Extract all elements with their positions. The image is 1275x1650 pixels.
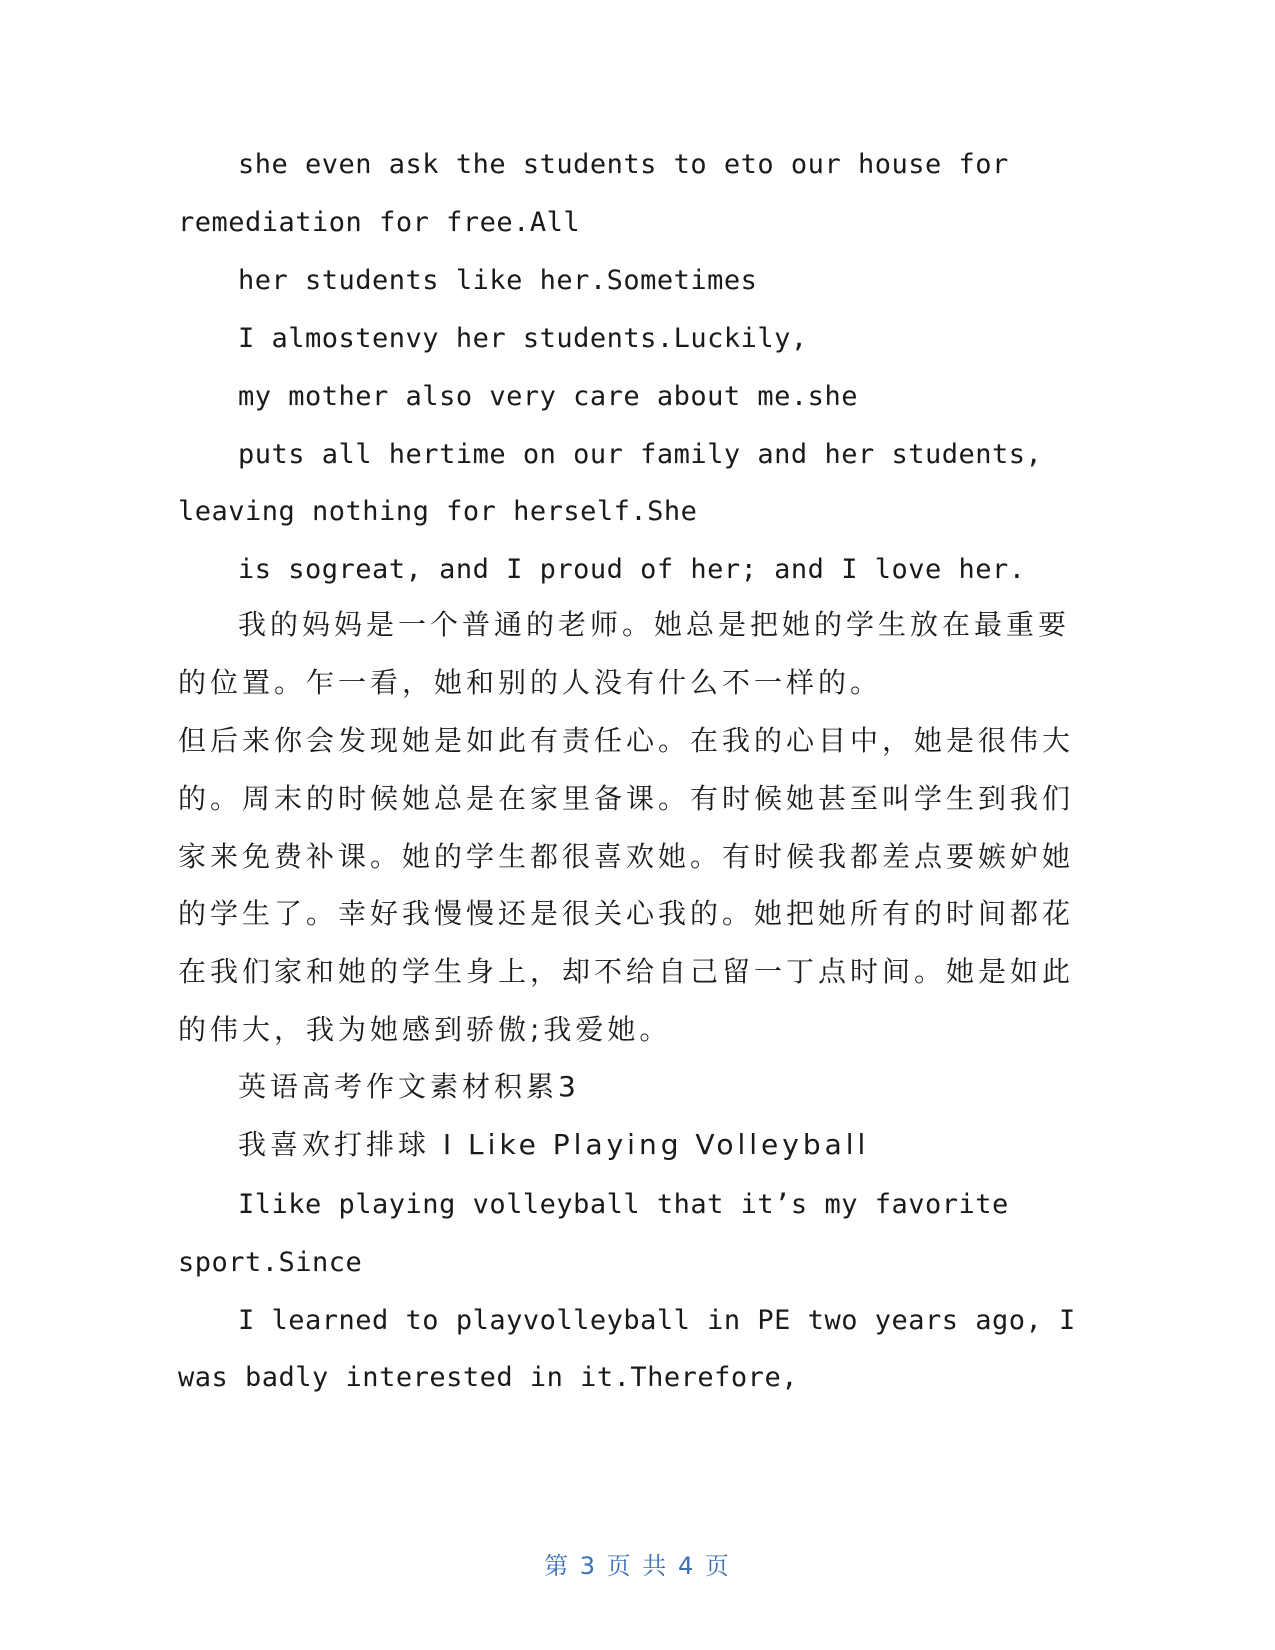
essay-title: 我喜欢打排球 I Like Playing Volleyball (238, 1128, 870, 1161)
text-line-4: I almostenvy her students.Luckily, (238, 323, 808, 354)
text-line-7: leaving nothing for herself.She (178, 496, 698, 527)
text-line-1: she even ask the students to eto our house for (238, 149, 1009, 180)
text-line-8: is sogreat, and I proud of her; and I love her. (238, 554, 1026, 585)
text-line-9: 我的妈妈是一个普通的老师。她总是把她的学生放在最重要 (238, 608, 1071, 641)
text-line-2: remediation for free.All (178, 207, 581, 238)
section-heading: 英语高考作文素材积累3 (238, 1070, 580, 1103)
text-line-11: 但后来你会发现她是如此有责任心。在我的心目中，她是很伟大 (178, 724, 1075, 757)
text-line-6: puts all hertime on our family and her students, (238, 439, 1043, 470)
text-line-3: her students like her.Sometimes (238, 265, 758, 296)
text-line-16: 的伟大，我为她感到骄傲;我爱她。 (178, 1013, 672, 1046)
text-line-19: Ilike playing volleyball that it’s my favorite (238, 1189, 1009, 1220)
text-line-12: 的。周末的时候她总是在家里备课。有时候她甚至叫学生到我们 (178, 782, 1075, 815)
text-line-10: 的位置。乍一看，她和别的人没有什么不一样的。 (178, 666, 883, 699)
text-line-14: 的学生了。幸好我慢慢还是很关心我的。她把她所有的时间都花 (178, 897, 1075, 930)
text-line-21: I learned to playvolleyball in PE two years ago, I (238, 1305, 1076, 1336)
text-line-22: was badly interested in it.Therefore, (178, 1362, 798, 1393)
text-line-20: sport.Since (178, 1247, 363, 1278)
page-number-footer: 第 3 页 共 4 页 (544, 1552, 731, 1580)
text-line-15: 在我们家和她的学生身上，却不给自己留一丁点时间。她是如此 (178, 955, 1075, 988)
text-line-13: 家来免费补课。她的学生都很喜欢她。有时候我都差点要嫉妒她 (178, 840, 1075, 873)
text-line-5: my mother also very care about me.she (238, 381, 858, 412)
